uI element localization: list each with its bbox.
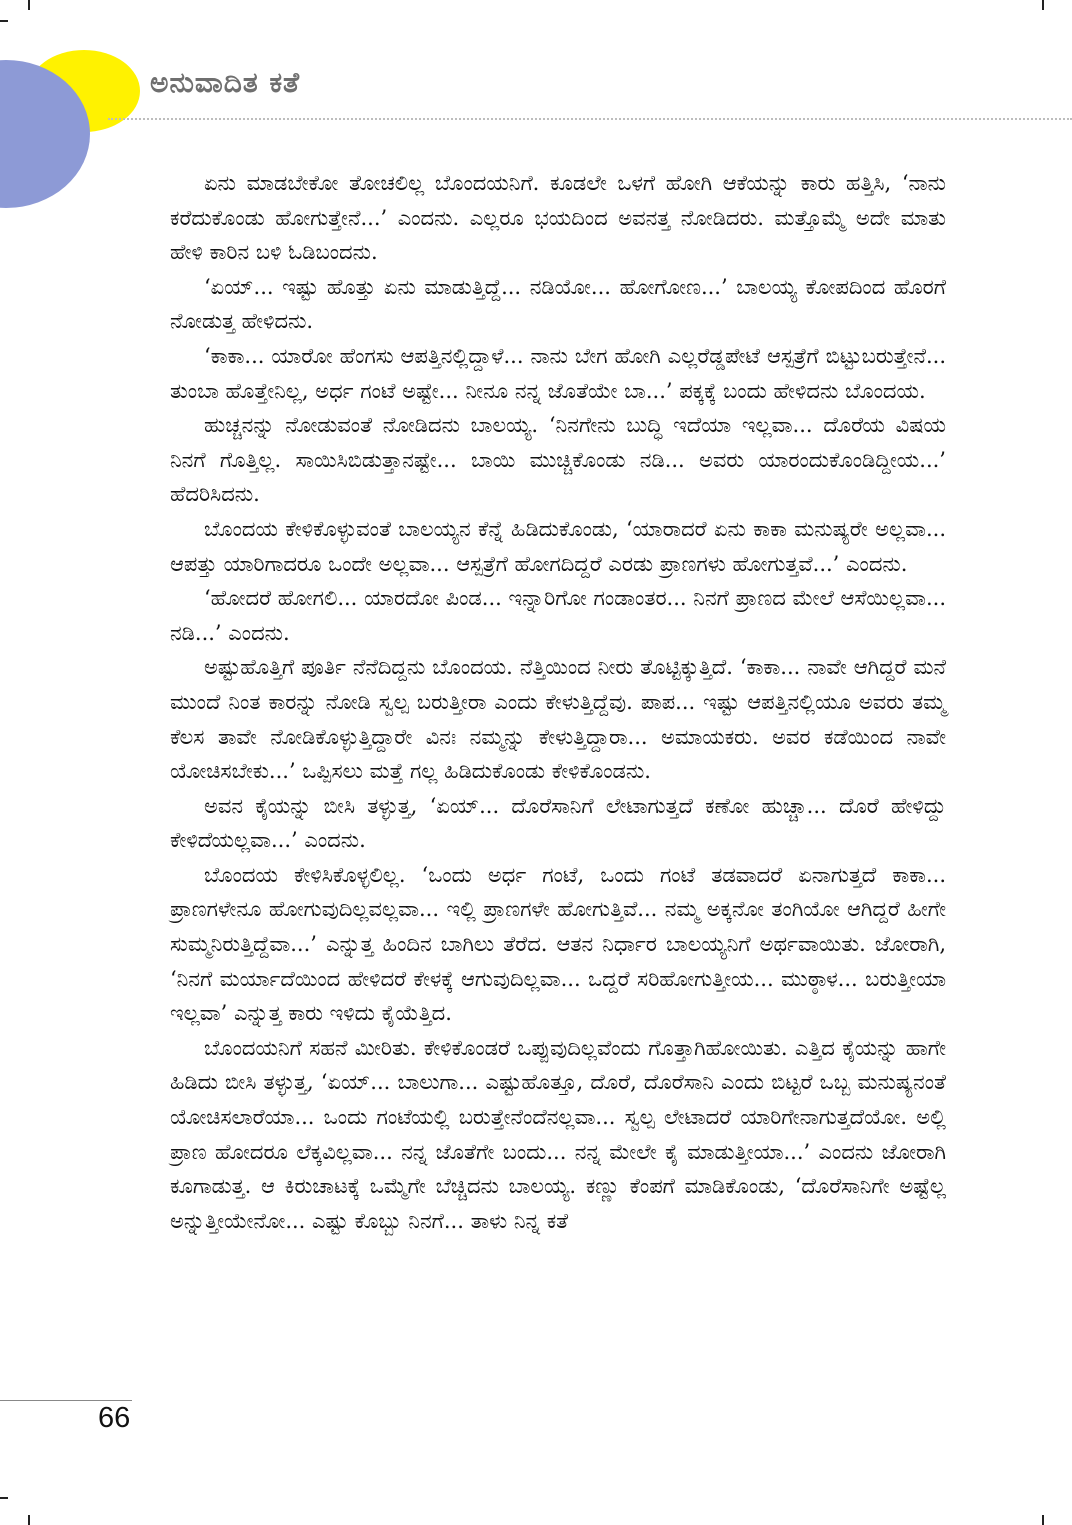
crop-mark (1042, 1515, 1044, 1525)
paragraph: ಬೊಂದಯ ಕೇಳಿಕೊಳ್ಳುವಂತೆ ಬಾಲಯ್ಯನ ಕೆನ್ನೆ ಹಿಡಿದುಕೊಂಡು, ‘ಯಾರಾದರೆ ಏನು ಕಾಕಾ ಮನುಷ್ಯರೇ ಅಲ್ಲವಾ... ಆಪತ್ತು ಯಾರಿಗಾದರೂ ಒಂದೇ ಅಲ್ಲವಾ... ಆಸ್ಪತ್ರೆಗೆ ಹೋಗದಿದ್ದರೆ ಎರಡು ಪ್ರಾಣಗಳು ಹೋಗುತ್ತವೆ...’ ಎಂದನು. (170, 516, 946, 576)
section-title: ಅನುವಾದಿತ ಕತೆ (150, 66, 301, 99)
paragraph: ಬೊಂದಯನಿಗೆ ಸಹನೆ ಮೀರಿತು. ಕೇಳಿಕೊಂಡರೆ ಒಪ್ಪುವುದಿಲ್ಲವೆಂದು ಗೊತ್ತಾಗಿಹೋಯಿತು. ಎತ್ತಿದ ಕೈಯನ್ನು ಹಾಗೇ ಹಿಡಿದು ಬೀಸಿ ತಳ್ಳುತ್ತ, ‘ಏಯ್... ಬಾಲುಗಾ... ಎಷ್ಟುಹೊತ್ತೂ, ದೊರೆ, ದೊರೆಸಾನಿ ಎಂದು ಬಿಟ್ಟರೆ ಒಬ್ಬ ಮನುಷ್ಯನಂತೆ ಯೋಚಿಸಲಾರೆಯಾ... ಒಂದು ಗಂಟೆಯಲ್ಲಿ ಬರುತ್ತೇನೆಂದೆನಲ್ಲವಾ... ಸ್ವಲ್ಪ ಲೇಟಾದರೆ ಯಾರಿಗೇನಾಗುತ್ತದೆಯೋ. ಅಲ್ಲಿ ಪ್ರಾಣ ಹೋದರೂ ಲೆಕ್ಕವಿಲ್ಲವಾ... ನನ್ನ ಜೊತೆಗೇ ಬಂದು... ನನ್ನ ಮೇಲೇ ಕೈ ಮಾಡುತ್ತೀಯಾ...’ ಎಂದನು ಜೋರಾಗಿ ಕೂಗಾಡುತ್ತ. ಆ ಕಿರುಚಾಟಕ್ಕೆ ಒಮ್ಮೆಗೇ ಬೆಚ್ಚಿದನು ಬಾಲಯ್ಯ. ಕಣ್ಣು ಕೆಂಪಗೆ ಮಾಡಿಕೊಂಡು, ‘ದೊರೆಸಾನಿಗೇ ಅಷ್ಟೆಲ್ಲ ಅನ್ನುತ್ತೀಯೇನೋ... ಎಷ್ಟು ಕೊಬ್ಬು ನಿನಗೆ... ತಾಳು ನಿನ್ನ ಕತೆ (170, 1035, 946, 1233)
paragraph: ‘ಕಾಕಾ... ಯಾರೋ ಹೆಂಗಸು ಆಪತ್ತಿನಲ್ಲಿದ್ದಾಳೆ... ನಾನು ಬೇಗ ಹೋಗಿ ಎಲ್ಲರೆಡ್ಡಪೇಟೆ ಆಸ್ಪತ್ರೆಗೆ ಬಿಟ್ಟುಬರುತ್ತೇನೆ... ತುಂಬಾ ಹೊತ್ತೇನಿಲ್ಲ, ಅರ್ಧ ಗಂಟೆ ಅಷ್ಟೇ... ನೀನೂ ನನ್ನ ಜೊತೆಯೇ ಬಾ...’ ಪಕ್ಕಕ್ಕೆ ಬಂದು ಹೇಳಿದನು ಬೊಂದಯ. (170, 343, 946, 403)
crop-mark (28, 0, 30, 10)
crop-mark (28, 1515, 30, 1525)
paragraph: ‘ಹೋದರೆ ಹೋಗಲಿ... ಯಾರದೋ ಪಿಂಡ... ಇನ್ನಾರಿಗೋ ಗಂಡಾಂತರ... ನಿನಗೆ ಪ್ರಾಣದ ಮೇಲೆ ಆಸೆಯಿಲ್ಲವಾ... ನಡಿ...’ ಎಂದನು. (170, 586, 946, 645)
paragraph: ‘ಏಯ್... ಇಷ್ಟು ಹೊತ್ತು ಏನು ಮಾಡುತ್ತಿದ್ದೆ... ನಡಿಯೋ... ಹೋಗೋಣ...’ ಬಾಲಯ್ಯ ಕೋಪದಿಂದ ಹೊರಗೆ ನೋಡುತ್ತ ಹೇಳಿದನು. (170, 274, 946, 334)
paragraph: ಅಷ್ಟುಹೊತ್ತಿಗೆ ಪೂರ್ತಿ ನೆನೆದಿದ್ದನು ಬೊಂದಯ. ನೆತ್ತಿಯಿಂದ ನೀರು ತೊಟ್ಟಿಕ್ಕುತ್ತಿದೆ. ‘ಕಾಕಾ... ನಾವೇ ಆಗಿದ್ದರೆ ಮನೆ ಮುಂದೆ ನಿಂತ ಕಾರನ್ನು ನೋಡಿ ಸ್ವಲ್ಪ ಬರುತ್ತೀರಾ ಎಂದು ಕೇಳುತ್ತಿದ್ದೆವು. ಪಾಪ... ಇಷ್ಟು ಆಪತ್ತಿನಲ್ಲಿಯೂ ಅವರು ತಮ್ಮ ಕೆಲಸ ತಾವೇ ನೋಡಿಕೊಳ್ಳುತ್ತಿದ್ದಾರೇ ವಿನಃ ನಮ್ಮನ್ನು ಕೇಳುತ್ತಿದ್ದಾರಾ... ಅಮಾಯಕರು. ಅವರ ಕಡೆಯಿಂದ ನಾವೇ ಯೋಚಿಸಬೇಕು...’ ಒಪ್ಪಿಸಲು ಮತ್ತೆ ಗಲ್ಲ ಹಿಡಿದುಕೊಂಡು ಕೇಳಿಕೊಂಡನು. (170, 655, 946, 784)
header-dotted-divider (108, 118, 1072, 120)
crop-mark (0, 1497, 8, 1499)
crop-mark (1042, 0, 1044, 10)
paragraph: ಏನು ಮಾಡಬೇಕೋ ತೋಚಲಿಲ್ಲ ಬೊಂದಯನಿಗೆ. ಕೂಡಲೇ ಒಳಗೆ ಹೋಗಿ ಆಕೆಯನ್ನು ಕಾರು ಹತ್ತಿಸಿ, ‘ನಾನು ಕರೆದುಕೊಂಡು ಹೋಗುತ್ತೇನೆ...’ ಎಂದನು. ಎಲ್ಲರೂ ಭಯದಿಂದ ಅವನತ್ತ ನೋಡಿದರು. ಮತ್ತೊಮ್ಮೆ ಅದೇ ಮಾತು ಹೇಳಿ ಕಾರಿನ ಬಳಿ ಓಡಿಬಂದನು. (170, 171, 946, 265)
paragraph: ಅವನ ಕೈಯನ್ನು ಬೀಸಿ ತಳ್ಳುತ್ತ, ‘ಏಯ್... ದೊರೆಸಾನಿಗೆ ಲೇಟಾಗುತ್ತದೆ ಕಣೋ ಹುಚ್ಚಾ... ದೊರೆ ಹೇಳಿದ್ದು ಕೇಳಿದೆಯಲ್ಲವಾ...’ ಎಂದನು. (170, 793, 946, 853)
page-number: 66 (98, 1402, 131, 1434)
footer-divider (0, 1400, 132, 1401)
paragraph: ಹುಚ್ಚನನ್ನು ನೋಡುವಂತೆ ನೋಡಿದನು ಬಾಲಯ್ಯ. ‘ನಿನಗೇನು ಬುದ್ಧಿ ಇದೆಯಾ ಇಲ್ಲವಾ... ದೊರೆಯ ವಿಷಯ ನಿನಗೆ ಗೊತ್ತಿಲ್ಲ. ಸಾಯಿಸಿಬಿಡುತ್ತಾನಷ್ಟೇ... ಬಾಯಿ ಮುಚ್ಚಿಕೊಂಡು ನಡಿ... ಅವರು ಯಾರಂದುಕೊಂಡಿದ್ದೀಯ...’ ಹೆದರಿಸಿದನು. (170, 413, 946, 507)
paragraph: ಬೊಂದಯ ಕೇಳಿಸಿಕೊಳ್ಳಲಿಲ್ಲ. ‘ಒಂದು ಅರ್ಧ ಗಂಟೆ, ಒಂದು ಗಂಟೆ ತಡವಾದರೆ ಏನಾಗುತ್ತದೆ ಕಾಕಾ... ಪ್ರಾಣಗಳೇನೂ ಹೋಗುವುದಿಲ್ಲವಲ್ಲವಾ... ಇಲ್ಲಿ ಪ್ರಾಣಗಳೇ ಹೋಗುತ್ತಿವೆ... ನಮ್ಮ ಅಕ್ಕನೋ ತಂಗಿಯೋ ಆಗಿದ್ದರೆ ಹೀಗೇ ಸುಮ್ಮನಿರುತ್ತಿದ್ದೆವಾ...’ ಎನ್ನುತ್ತ ಹಿಂದಿನ ಬಾಗಿಲು ತೆರೆದ. ಆತನ ನಿರ್ಧಾರ ಬಾಲಯ್ಯನಿಗೆ ಅರ್ಥವಾಯಿತು. ಜೋರಾಗಿ, ‘ನಿನಗೆ ಮರ್ಯಾದೆಯಿಂದ ಹೇಳಿದರೆ ಕೇಳಕ್ಕೆ ಆಗುವುದಿಲ್ಲವಾ... ಒದ್ದರೆ ಸರಿಹೋಗುತ್ತೀಯ... ಮುಠ್ಠಾಳ... ಬರುತ್ತೀಯಾ ಇಲ್ಲವಾ’ ಎನ್ನುತ್ತ ಕಾರು ಇಳಿದು ಕೈಯೆತ್ತಿದ. (170, 862, 946, 1026)
story-body (170, 166, 946, 1238)
crop-mark (0, 20, 8, 22)
